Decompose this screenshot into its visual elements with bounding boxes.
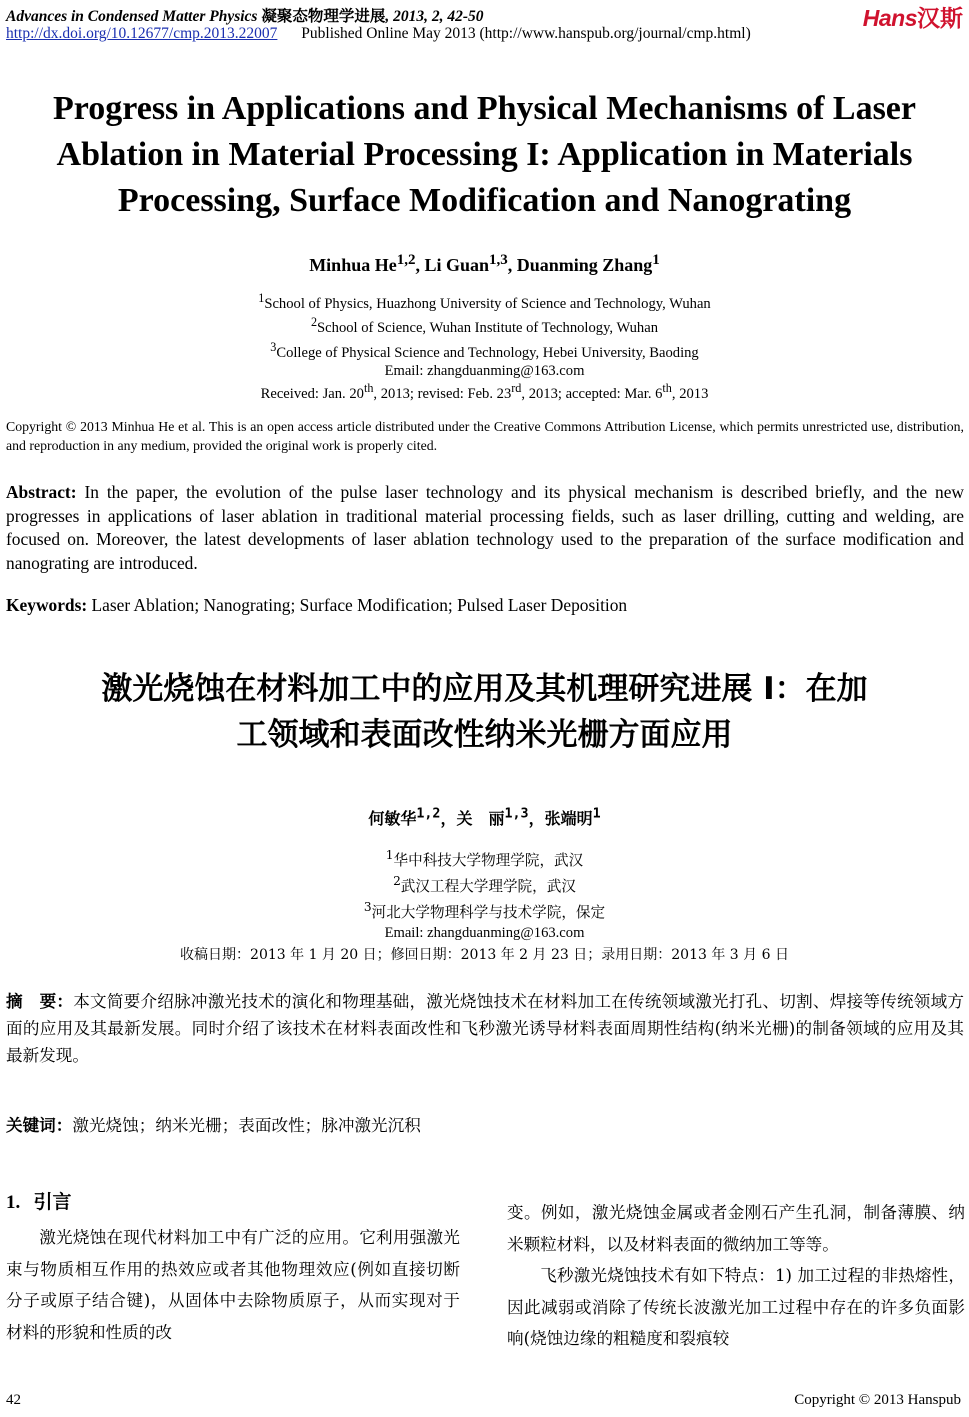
affiliations-cn [0,845,969,943]
title-en-line: Ablation in Material Processing I: Application in Materials [56,136,913,173]
authors-en: Minhua He$^{1,2}$, Li Guan$^{1,3}$, Duanming Zhang$^1$ [309,252,660,275]
body-paragraph: 变。例如，激光烧蚀金属或者金刚石产生孔洞，制备薄膜、纳米颗粒材料，以及材料表面的微纳加工等等。 [507,1203,965,1254]
logo-text-en: Hans [862,5,917,31]
author-name: Duanming Zhang [516,255,653,275]
article-title-en [0,86,969,224]
abstract-cn-label: 摘 要： [6,992,74,1011]
title-en-line: Progress in Applications and Physical Mechanisms of Laser [53,90,916,127]
affiliation: $^3$College of Physical Science and Technology, Hebei University, Baoding [270,339,699,361]
affiliation: $^2$武汉工程大学理学院，武汉 [393,873,576,895]
author-name: Minhua He [309,255,397,275]
keywords-cn-text: 激光烧蚀；纳米光栅；表面改性；脉冲激光沉积 [72,1116,421,1135]
author-name: 张端明 [544,809,593,828]
author-name: Li Guan [424,255,489,275]
abstract-en [6,481,964,575]
body-paragraph: 激光烧蚀在现代材料加工中有广泛的应用。它利用强激光束与物质相互作用的热效应或者其他物理效应(例如直接切断分子或原子结合键)，从固体中去除物质原子，从而实现对于材料的形貌和性质的改 [6,1228,460,1342]
doi-link[interactable]: http://dx.doi.org/10.12677/cmp.2013.22007 [6,25,278,42]
affiliation: $^1$School of Physics, Huazhong University of Science and Technology, Wuhan [258,291,711,312]
affiliations-en [0,289,969,381]
affiliation: $^2$School of Science, Wuhan Institute of Technology, Wuhan [310,315,659,337]
title-en-line: Processing, Surface Modification and Nanograting [117,182,852,219]
author-affil-sup: 1 [652,252,660,268]
abstract-cn-text: 本文简要介绍脉冲激光技术的演化和物理基础，激光烧蚀技术在材料加工在传统领域激光打孔、切割、焊接等传统领域方面的应用及其最新发展。同时介绍了该技术在材料表面改性和飞秒激光诱导材料表面周期性结构(纳米光栅)的制备领域的应用及其最新发现。 [6,992,965,1065]
journal-name-cn: 凝聚态物理学进展 [261,8,386,25]
abstract-text: In the paper, the evolution of the pulse laser technology and its physical mechanism is described briefly, and the new progresses in applications of laser ablation in traditional material processing fields, such as laser drilling, cutting and welding, are focused on. Moreover, the latest developments of laser ablation technology used to the preparation of the surface modification and nanograting are introduced. [6,482,964,573]
copyright-notice: Copyright © 2013 Minhua He et al. This is an open access article distributed under the Creative Commons Attribution License, which permits unrestricted use, distribution, and reproduction in any medium, provided the original work is properly cited. [6,419,964,453]
keywords-en [6,595,964,616]
affiliation: $^1$华中科技大学物理学院，武汉 [385,848,584,869]
journal-volume-info: , 2013, 2, 42-50 [385,8,484,25]
journal-name-en: Advances in Condensed Matter Physics [6,8,258,25]
author-name: 何敏华 [368,809,417,828]
body-paragraph: 飞秒激光烧蚀技术有如下特点：1) 加工过程的非热熔性，因此减弱或消除了传统长波激光加工过程中存在的许多负面影响(烧蚀边缘的粗糙度和裂痕较 [507,1266,965,1348]
publication-line [6,25,751,43]
keywords-cn-label: 关键词： [6,1116,73,1135]
logo-text-cn: 汉斯 [917,6,963,32]
published-online: Published Online May 2013 (http://www.hanspub.org/journal/cmp.html) [301,25,751,42]
journal-header [6,4,484,26]
title-cn-line: 激光烧蚀在材料加工中的应用及其机理研究进展 I：在加 [101,671,868,707]
hanspub-logo [863,0,963,33]
author-affil-sup: 1,2 [396,252,416,268]
body-column-left [6,1187,460,1348]
abstract-label: Abstract: [6,482,77,502]
article-title-cn [0,666,969,758]
abstract-cn [6,988,964,1069]
received-dates-cn: 收稿日期：2013 年 1 月 20 日；修回日期：2013 年 2 月 23 日；录用日期：2013 年 3 月 6 日 [180,947,789,963]
affiliation: $^3$河北大学物理科学与技术学院，保定 [363,899,606,921]
title-cn-line: 工领域和表面改性纳米光栅方面应用 [236,717,733,753]
authors-cn: 何敏华$^{1,2}$，关 丽$^{1,3}$，张端明$^1$ [368,806,601,828]
keywords-text: Laser Ablation; Nanograting; Surface Modification; Pulsed Laser Deposition [91,595,628,615]
footer-copyright: Copyright © 2013 Hanspub [794,1392,961,1408]
keywords-label: Keywords: [6,595,88,615]
section-heading: 1. 引言 [6,1191,72,1213]
body-column-right [507,1197,965,1355]
author-name: 关 丽 [456,809,505,828]
received-dates-en: Received: Jan. 20th, 2013; revised: Feb. 23rd, 2013; accepted: Mar. 6th, 2013 [260,381,709,402]
email-en: Email: zhangduanming@163.com [384,363,585,380]
email-cn: Email: zhangduanming@163.com [384,924,585,941]
keywords-cn [6,1112,964,1136]
author-affil-sup: 1,3 [488,252,508,268]
page-number: 42 [6,1392,21,1408]
